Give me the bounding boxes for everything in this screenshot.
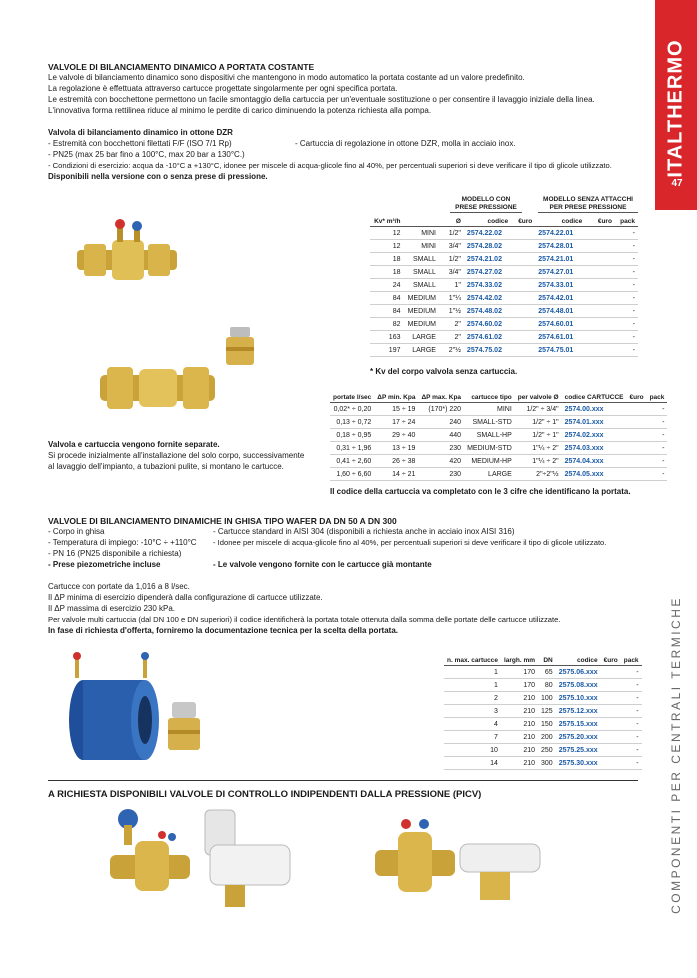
- table-header-row: [330, 390, 667, 403]
- cell-pack: -: [647, 416, 668, 429]
- cell-euro: [626, 429, 646, 442]
- dzr-bullet: - Condizioni di esercizio: acqua da -10°C a +130°C, idonee per miscele di acqua-glicole fino al 40%, per percentuali superiori si deve verificare il tipo di glicole utilizzato.: [48, 161, 612, 170]
- dzr-bullet: - PN25 (max 25 bar fino a 100°C, max 20 bar a 130°C.): [48, 150, 245, 159]
- cell-code: 2575.06.xxx: [556, 666, 601, 679]
- cell-cart: 14: [444, 757, 501, 770]
- cell-code2: 2574.61.01: [535, 331, 585, 344]
- table1: [370, 214, 638, 357]
- cell-code2: 2574.42.01: [535, 292, 585, 305]
- cell-pack: -: [615, 318, 638, 331]
- cell-euro2: [585, 240, 615, 253]
- cell-pack: -: [615, 292, 638, 305]
- table-row: [370, 227, 638, 240]
- col-flow: portate l/sec: [330, 390, 374, 403]
- cell-pack: -: [621, 731, 642, 744]
- table-row: [444, 731, 642, 744]
- cell-size: MINI: [403, 240, 438, 253]
- intro-line: Le valvole di bilanciamento dinamico sono dispositivi che mantengono in modo automatico la portata costante ad un valore predefinito.: [48, 73, 525, 82]
- picv-title: A RICHIESTA DISPONIBILI VALVOLE DI CONTROLLO INDIPENDENTI DALLA PRESSIONE (PICV): [48, 789, 482, 800]
- cell-euro: [601, 679, 621, 692]
- cell-code: 2574.75.02: [464, 344, 511, 357]
- cell-dia: 3/4": [439, 240, 464, 253]
- separate-line: Si procede inizialmente all'installazione del solo corpo, successivamente: [48, 451, 305, 460]
- cell-code2: 2574.75.01: [535, 344, 585, 357]
- col-kv: Kv* m³/h: [370, 214, 403, 227]
- cell-code: 2574.02.xxx: [562, 429, 627, 442]
- col-dn: DN: [538, 653, 556, 666]
- cell-euro: [511, 305, 535, 318]
- cell-pack: -: [621, 718, 642, 731]
- brass-valve-image: [95, 355, 220, 425]
- cell-code: 2574.03.xxx: [562, 442, 627, 455]
- cell-len: 210: [501, 705, 538, 718]
- intro-line: L'innovativa forma rettilinea riduce al minimo le perdite di carico diminuendo la potenza richiesta alla pompa.: [48, 106, 432, 115]
- cell-dn: 100: [538, 692, 556, 705]
- separate-line: al lavaggio dell'impianto, a tubazioni pulite, si montano le cartucce.: [48, 462, 284, 471]
- wafer-title: VALVOLE DI BILANCIAMENTO DINAMICHE IN GHISA TIPO WAFER DA DN 50 A DN 300: [48, 516, 397, 526]
- table-row: [330, 403, 667, 416]
- cell-flow: 0,13 ÷ 0,72: [330, 416, 374, 429]
- cell-valve: 2"÷2"½: [515, 468, 562, 481]
- cell-size: SMALL: [403, 266, 438, 279]
- cell-code: 2574.05.xxx: [562, 468, 627, 481]
- cell-code2: 2574.28.01: [535, 240, 585, 253]
- cell-euro: [626, 416, 646, 429]
- table-row: [444, 718, 642, 731]
- wafer-spec: - PN 16 (PN25 disponibile a richiesta): [48, 549, 182, 558]
- cell-euro: [601, 692, 621, 705]
- col-dpmax: ΔP max. Kpa: [418, 390, 464, 403]
- cell-size: MEDIUM: [403, 318, 438, 331]
- cell-euro: [626, 468, 646, 481]
- cell-type: SMALL-STD: [464, 416, 515, 429]
- cell-cart: 2: [444, 692, 501, 705]
- picv-valve-image: [370, 810, 550, 910]
- cell-pack: -: [647, 468, 668, 481]
- col-pack: pack: [615, 214, 638, 227]
- table2-note: Il codice della cartuccia va completato con le 3 cifre che identificano la portata.: [330, 487, 631, 496]
- wafer-spec: - Prese piezometriche incluse: [48, 560, 161, 569]
- cell-dia: 3/4": [439, 266, 464, 279]
- intro-line: La regolazione è effettuata attraverso cartucce progettate singolarmente per ogni specifica portata.: [48, 84, 398, 93]
- cell-euro: [601, 666, 621, 679]
- cell-dpmax: 230: [418, 442, 464, 455]
- cell-len: 210: [501, 744, 538, 757]
- cell-pack: -: [621, 666, 642, 679]
- intro-title: VALVOLE DI BILANCIAMENTO DINAMICO A PORTATA COSTANTE: [48, 62, 315, 72]
- cell-dpmin: 29 ÷ 40: [374, 429, 418, 442]
- cell-euro: [511, 266, 535, 279]
- cell-type: MEDIUM-STD: [464, 442, 515, 455]
- intro-line: Le estremità con bocchettone permettono un facile smontaggio della cartuccia per un'eventuale sostituzione o per consentire il lavaggio iniziale della linea.: [48, 95, 595, 104]
- cell-dia: 1"½: [439, 305, 464, 318]
- cell-euro: [511, 344, 535, 357]
- cell-euro: [601, 744, 621, 757]
- cell-pack: -: [621, 705, 642, 718]
- col-code: codice: [556, 653, 601, 666]
- cell-code: 2574.22.02: [464, 227, 511, 240]
- cell-code2: 2574.60.01: [535, 318, 585, 331]
- cell-dpmax: 440: [418, 429, 464, 442]
- cell-euro2: [585, 292, 615, 305]
- cell-size: MEDIUM: [403, 292, 438, 305]
- table-header-row: [370, 214, 638, 227]
- cell-euro: [511, 318, 535, 331]
- cell-type: SMALL-HP: [464, 429, 515, 442]
- wafer-info: Il ΔP massima di esercizio 230 kPa.: [48, 604, 176, 613]
- cell-code2: 2574.33.01: [535, 279, 585, 292]
- cell-dpmin: 17 ÷ 24: [374, 416, 418, 429]
- cell-pack: -: [615, 227, 638, 240]
- cell-pack: -: [647, 455, 668, 468]
- cell-code: 2575.15.xxx: [556, 718, 601, 731]
- table-row: [330, 429, 667, 442]
- cell-dpmin: 14 ÷ 21: [374, 468, 418, 481]
- cell-len: 210: [501, 731, 538, 744]
- table-row: [370, 318, 638, 331]
- cell-code: 2575.08.xxx: [556, 679, 601, 692]
- table-row: [370, 292, 638, 305]
- cell-code: 2575.25.xxx: [556, 744, 601, 757]
- table-row: [370, 305, 638, 318]
- dzr-bullet: - Cartuccia di regolazione in ottone DZR, molla in acciaio inox.: [295, 139, 516, 148]
- table-row: [370, 253, 638, 266]
- cell-cart: 1: [444, 666, 501, 679]
- col-euro2: €uro: [585, 214, 615, 227]
- cell-pack: -: [615, 266, 638, 279]
- wafer-info: Il ΔP minima di esercizio dipenderà dalla configurazione di cartucce utilizzate.: [48, 593, 323, 602]
- col-dia: Ø: [439, 214, 464, 227]
- cell-euro2: [585, 279, 615, 292]
- cell-code: 2574.00.xxx: [562, 403, 627, 416]
- cell-euro2: [585, 344, 615, 357]
- cell-kv: 84: [370, 292, 403, 305]
- cell-pack: -: [647, 429, 668, 442]
- cell-code: 2574.04.xxx: [562, 455, 627, 468]
- cell-valve: 1/2" ÷ 1": [515, 429, 562, 442]
- cell-euro: [601, 757, 621, 770]
- cell-pack: -: [615, 344, 638, 357]
- cell-euro2: [585, 331, 615, 344]
- cell-pack: -: [615, 331, 638, 344]
- cell-kv: 18: [370, 266, 403, 279]
- col-size: [403, 214, 438, 227]
- table-row: [370, 331, 638, 344]
- cell-code2: 2574.27.01: [535, 266, 585, 279]
- table-row: [444, 692, 642, 705]
- table2: [330, 390, 667, 481]
- cell-euro: [511, 253, 535, 266]
- dzr-availability: Disponibili nella versione con o senza prese di pressione.: [48, 172, 268, 181]
- wafer-spec: - Temperatura di impiego: -10°C ÷ +110°C: [48, 538, 197, 547]
- cell-euro: [511, 227, 535, 240]
- cell-type: MINI: [464, 403, 515, 416]
- cell-euro: [511, 240, 535, 253]
- cell-euro: [601, 731, 621, 744]
- cell-dia: 2": [439, 318, 464, 331]
- cell-flow: 0,02* ÷ 0,20: [330, 403, 374, 416]
- cell-size: LARGE: [403, 331, 438, 344]
- cell-code: 2575.10.xxx: [556, 692, 601, 705]
- cell-len: 210: [501, 692, 538, 705]
- page-number: 47: [671, 178, 683, 189]
- cell-pack: -: [615, 279, 638, 292]
- cell-code: 2575.30.xxx: [556, 757, 601, 770]
- cell-kv: 18: [370, 253, 403, 266]
- cell-pack: -: [621, 757, 642, 770]
- cell-pack: -: [621, 692, 642, 705]
- cell-code: 2575.20.xxx: [556, 731, 601, 744]
- cell-euro: [511, 292, 535, 305]
- cell-valve: 1/2" ÷ 1": [515, 416, 562, 429]
- cell-kv: 24: [370, 279, 403, 292]
- cell-dia: 1/2": [439, 227, 464, 240]
- table-row: [370, 344, 638, 357]
- col-width: largh. mm: [501, 653, 538, 666]
- cell-kv: 163: [370, 331, 403, 344]
- cell-dpmax: 420: [418, 455, 464, 468]
- cell-code: 2574.60.02: [464, 318, 511, 331]
- col-euro: €uro: [601, 653, 621, 666]
- cell-dn: 250: [538, 744, 556, 757]
- table-row: [370, 266, 638, 279]
- cell-euro2: [585, 227, 615, 240]
- cell-code: 2575.12.xxx: [556, 705, 601, 718]
- cell-pack: -: [621, 679, 642, 692]
- table-row: [444, 757, 642, 770]
- table-header-row: [444, 653, 642, 666]
- divider: [48, 780, 638, 781]
- cell-size: MEDIUM: [403, 305, 438, 318]
- cell-pack: -: [615, 305, 638, 318]
- cell-code: 2574.01.xxx: [562, 416, 627, 429]
- table-row: [444, 705, 642, 718]
- cell-euro: [601, 705, 621, 718]
- cell-size: LARGE: [403, 344, 438, 357]
- cell-kv: 12: [370, 240, 403, 253]
- cell-dn: 150: [538, 718, 556, 731]
- wafer-cartridge-image: [162, 700, 207, 755]
- cell-size: MINI: [403, 227, 438, 240]
- table-row: [330, 468, 667, 481]
- cell-valve: 1/2" ÷ 3/4": [515, 403, 562, 416]
- section-title: COMPONENTI PER CENTRALI TERMICHE: [669, 596, 683, 914]
- cell-flow: 1,60 ÷ 6,60: [330, 468, 374, 481]
- cell-dpmax: 230: [418, 468, 464, 481]
- cell-code: 2574.28.02: [464, 240, 511, 253]
- cell-pack: -: [621, 744, 642, 757]
- table3: [444, 653, 642, 770]
- table1-group-without: MODELLO SENZA ATTACCHI PER PRESE PRESSIONE: [538, 196, 638, 213]
- cell-cart: 4: [444, 718, 501, 731]
- cell-dpmax: (170*) 220: [418, 403, 464, 416]
- cell-euro: [511, 331, 535, 344]
- cell-euro2: [585, 253, 615, 266]
- cell-code: 2574.42.02: [464, 292, 511, 305]
- cell-dn: 80: [538, 679, 556, 692]
- cell-code: 2574.61.02: [464, 331, 511, 344]
- cell-size: SMALL: [403, 279, 438, 292]
- cell-euro: [626, 455, 646, 468]
- wafer-info-bold: In fase di richiesta d'offerta, forniremo la documentazione tecnica per la scelta della portata.: [48, 626, 398, 635]
- cell-dia: 1"¼: [439, 292, 464, 305]
- cell-code: 2574.21.02: [464, 253, 511, 266]
- cell-code: 2574.33.02: [464, 279, 511, 292]
- col-code2: codice: [535, 214, 585, 227]
- col-code: codice CARTUCCE: [562, 390, 627, 403]
- cell-dn: 300: [538, 757, 556, 770]
- cell-valve: 1"¼ ÷ 2": [515, 455, 562, 468]
- cell-euro2: [585, 266, 615, 279]
- brass-valve-with-taps-image: [72, 218, 182, 288]
- wafer-info: Per valvole multi cartuccia (dal DN 100 e DN superiori) il codice identificherà la portata totale ottenuta dalla somma delle portate delle cartucce utilizzate.: [48, 615, 561, 624]
- cell-euro: [626, 442, 646, 455]
- wafer-spec: - Idonee per miscele di acqua-glicole fino al 40%, per percentuali superiori si deve verificare il tipo di glicole utilizzato.: [213, 538, 607, 547]
- cell-cart: 10: [444, 744, 501, 757]
- cell-len: 170: [501, 679, 538, 692]
- col-cartridges: n. max. cartucce: [444, 653, 501, 666]
- wafer-spec: - Corpo in ghisa: [48, 527, 105, 536]
- cell-euro2: [585, 305, 615, 318]
- table-row: [330, 416, 667, 429]
- col-type: cartucce tipo: [464, 390, 515, 403]
- cell-size: SMALL: [403, 253, 438, 266]
- table-row: [330, 442, 667, 455]
- wafer-spec: - Le valvole vengono fornite con le cartucce già montante: [213, 560, 432, 569]
- cartridge-image: [220, 325, 260, 370]
- cell-dia: 2"½: [439, 344, 464, 357]
- col-euro: €uro: [626, 390, 646, 403]
- cell-kv: 197: [370, 344, 403, 357]
- table-row: [444, 666, 642, 679]
- cell-dia: 2": [439, 331, 464, 344]
- cell-kv: 12: [370, 227, 403, 240]
- cell-len: 210: [501, 757, 538, 770]
- cell-pack: -: [647, 403, 668, 416]
- cell-code2: 2574.22.01: [535, 227, 585, 240]
- cell-type: LARGE: [464, 468, 515, 481]
- cell-valve: 1"¼ ÷ 2": [515, 442, 562, 455]
- col-pack: pack: [647, 390, 668, 403]
- cell-code: 2574.48.02: [464, 305, 511, 318]
- cell-dpmin: 15 ÷ 19: [374, 403, 418, 416]
- cell-code: 2574.27.02: [464, 266, 511, 279]
- cell-dpmin: 13 ÷ 19: [374, 442, 418, 455]
- cell-code2: 2574.21.01: [535, 253, 585, 266]
- table-row: [370, 240, 638, 253]
- cell-euro2: [585, 318, 615, 331]
- col-code: codice: [464, 214, 511, 227]
- table-row: [370, 279, 638, 292]
- table-row: [444, 679, 642, 692]
- cast-iron-wafer-valve-image: [65, 650, 165, 760]
- cell-cart: 3: [444, 705, 501, 718]
- cell-pack: -: [615, 253, 638, 266]
- brand-logo: ITALTHERMO: [664, 38, 687, 178]
- wafer-info: Cartucce con portate da 1,016 a 8 l/sec.: [48, 582, 190, 591]
- cell-euro: [601, 718, 621, 731]
- dzr-bullet: - Estremità con bocchettoni filettati F/F (ISO 7/1 Rp): [48, 139, 232, 148]
- table-row: [330, 455, 667, 468]
- dzr-title: Valvola di bilanciamento dinamico in ottone DZR: [48, 128, 233, 137]
- table1-group-with: MODELLO CON PRESE PRESSIONE: [450, 196, 522, 213]
- col-pack: pack: [621, 653, 642, 666]
- cell-kv: 84: [370, 305, 403, 318]
- cell-len: 170: [501, 666, 538, 679]
- table-row: [444, 744, 642, 757]
- cell-dn: 125: [538, 705, 556, 718]
- col-euro: €uro: [511, 214, 535, 227]
- cell-cart: 1: [444, 679, 501, 692]
- table1-note: * Kv del corpo valvola senza cartuccia.: [370, 367, 518, 376]
- cell-dia: 1/2": [439, 253, 464, 266]
- col-valve: per valvole Ø: [515, 390, 562, 403]
- cell-dpmax: 240: [418, 416, 464, 429]
- picv-valve-with-actuator-image: [110, 805, 310, 915]
- cell-type: MEDIUM-HP: [464, 455, 515, 468]
- cell-code2: 2574.48.01: [535, 305, 585, 318]
- col-dpmin: ΔP min. Kpa: [374, 390, 418, 403]
- cell-kv: 82: [370, 318, 403, 331]
- cell-cart: 7: [444, 731, 501, 744]
- separate-title: Valvola e cartuccia vengono fornite separate.: [48, 440, 220, 449]
- cell-dn: 65: [538, 666, 556, 679]
- cell-euro: [511, 279, 535, 292]
- cell-flow: 0,41 ÷ 2,60: [330, 455, 374, 468]
- cell-dn: 200: [538, 731, 556, 744]
- cell-pack: -: [615, 240, 638, 253]
- cell-flow: 0,31 ÷ 1,96: [330, 442, 374, 455]
- wafer-spec: - Cartucce standard in AISI 304 (disponibili a richiesta anche in acciaio inox AISI 316): [213, 527, 515, 536]
- cell-dia: 1": [439, 279, 464, 292]
- cell-dpmin: 26 ÷ 38: [374, 455, 418, 468]
- cell-len: 210: [501, 718, 538, 731]
- cell-pack: -: [647, 442, 668, 455]
- cell-flow: 0,18 ÷ 0,95: [330, 429, 374, 442]
- cell-euro: [626, 403, 646, 416]
